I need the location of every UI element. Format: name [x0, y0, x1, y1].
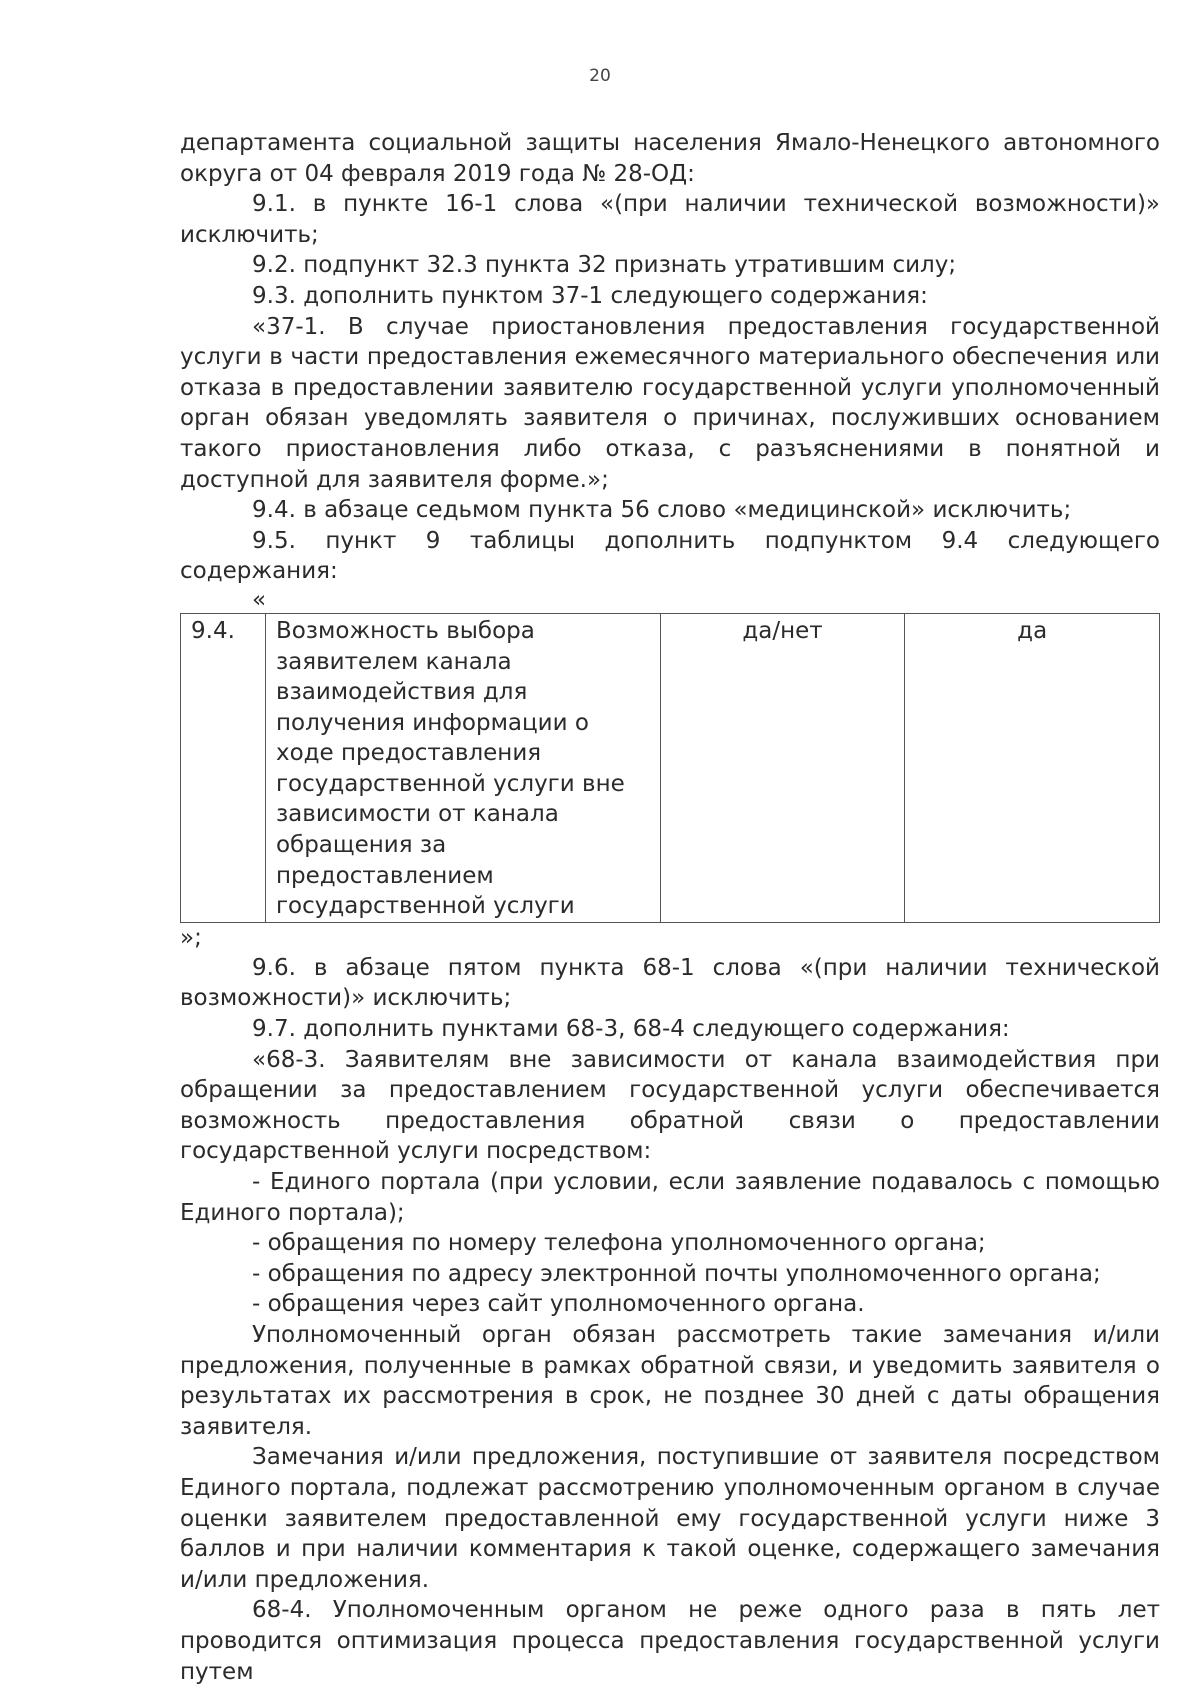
table-cell-text: Возможность выбора заявителем канала взаимодействия для получения информации о ходе предоставления государственной услуги вне зависимости от канала обращения за предоставлением государственной услуги	[265, 613, 660, 922]
list-item: - обращения по номеру телефона уполномоченного органа;	[252, 1230, 986, 1257]
paragraph-9-2: 9.2. подпункт 32.3 пункта 32 признать утратившим силу;	[252, 252, 957, 279]
table-cell-unit: да/нет	[660, 613, 905, 922]
paragraph-remarks: Замечания и/или предложения, поступившие от заявителя посредством Единого портала, подлежат рассмотрению уполномоченным органом в случае оценки заявителем предоставленной ему государственной услуги ниже 3 баллов и при наличии комментария к такой оценке, содержащего замечания и/или предложения.	[180, 1444, 1160, 1593]
quote-close: »;	[180, 924, 202, 951]
paragraph-9-1: 9.1. в пункте 16-1 слова «(при наличии технической возможности)» исключить;	[180, 191, 1160, 248]
paragraph-9-7: 9.7. дополнить пунктами 68-3, 68-4 следующего содержания:	[252, 1016, 1010, 1043]
paragraph-9-5: 9.5. пункт 9 таблицы дополнить подпунктом 9.4 следующего содержания:	[180, 527, 1160, 585]
paragraph-68-3: «68-3. Заявителям вне зависимости от канала взаимодействия при обращении за предоставлением государственной услуги обеспечивается возможность предоставления обратной связи о предоставлении государственной услуги посредством:	[180, 1046, 1160, 1165]
list-item: - обращения через сайт уполномоченного органа.	[252, 1291, 865, 1318]
quote-open: «	[252, 586, 267, 613]
table-row	[181, 613, 1160, 922]
paragraph-9-6: 9.6. в абзаце пятом пункта 68-1 слова «(при наличии технической возможности)» исключить;	[180, 954, 1160, 1012]
table-cell-value: да	[905, 613, 1160, 922]
paragraph-37-1: «37-1. В случае приостановления предоставления государственной услуги в части предоставления ежемесячного материального обеспечения или отказа в предоставлении заявителю государственной услуги уполномоченный орган обязан уведомлять заявителя о причинах, послуживших основанием такого приостановления либо отказа, с разъяснениями в понятной и доступной для заявителя форме.»;	[180, 313, 1160, 493]
paragraph-dept: департамента социальной защиты населения Ямало-Ненецкого автономного округа от 04 февраля 2019 года № 28-ОД:	[180, 130, 1160, 187]
insert-table	[180, 613, 1160, 923]
table-cell-num: 9.4.	[181, 613, 266, 922]
paragraph-9-4: 9.4. в абзаце седьмом пункта 56 слово «медицинской» исключить;	[252, 497, 1072, 524]
paragraph-obligation: Уполномоченный орган обязан рассмотреть такие замечания и/или предложения, полученные в рамках обратной связи, и уведомить заявителя о результатах их рассмотрения в срок, не позднее 30 дней с даты обращения заявителя.	[180, 1321, 1160, 1440]
page-number: 20	[589, 66, 611, 86]
list-item: - обращения по адресу электронной почты уполномоченного органа;	[252, 1260, 1101, 1287]
list-item: - Единого портала (при условии, если заявление подавалось с помощью Единого портала);	[180, 1169, 1160, 1226]
document-body	[180, 128, 1160, 1687]
paragraph-68-4: 68-4. Уполномоченным органом не реже одного раза в пять лет проводится оптимизация процесса предоставления государственной услуги путем	[180, 1597, 1160, 1685]
paragraph-9-3: 9.3. дополнить пунктом 37-1 следующего содержания:	[252, 282, 928, 309]
